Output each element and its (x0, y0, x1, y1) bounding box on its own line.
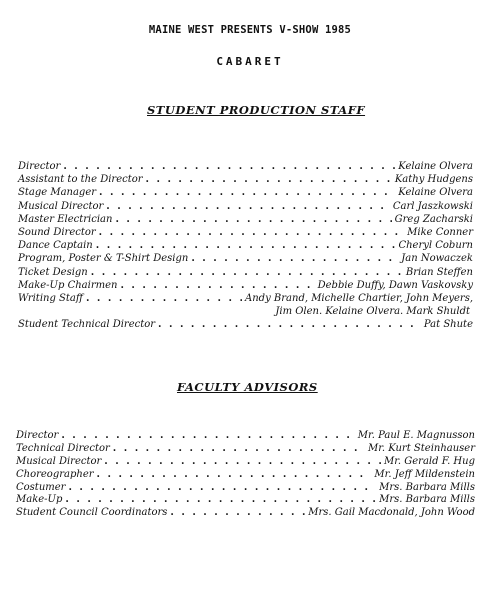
credit-row (18, 266, 473, 279)
dot-leader (115, 213, 391, 226)
credit-row (18, 200, 473, 213)
student-staff-heading: STUDENT PRODUCTION STAFF (147, 103, 366, 117)
credit-row (18, 318, 473, 331)
role-label: Dance Captain (18, 240, 93, 252)
credit-name: Brian Steffen (405, 266, 473, 278)
credit-name: Jan Nowaczek (401, 253, 473, 265)
credit-row (18, 252, 473, 265)
dot-leader (191, 252, 398, 265)
role-label: Director (16, 430, 59, 441)
credit-name: Mr. Kurt Steinhauser (367, 442, 475, 454)
credit-name: Mrs. Gail Macdonald, John Wood (308, 507, 475, 519)
role-label: Stage Manager (18, 187, 97, 199)
credit-row (18, 173, 473, 186)
role-label: Assistant to the Director (18, 174, 143, 186)
credit-row (16, 443, 475, 456)
credit-name: Mrs. Barbara Mills (379, 481, 475, 493)
role-label: Make-Up Chairmen (18, 279, 118, 291)
role-label: Director (18, 161, 61, 172)
dot-leader (158, 318, 421, 331)
faculty-heading: FACULTY ADVISORS (177, 380, 318, 394)
credit-name: Mike Conner (407, 226, 473, 238)
credit-row (18, 213, 473, 226)
dot-leader (106, 200, 390, 213)
dot-leader (170, 507, 305, 520)
credit-name: Andy Brand, Michelle Chartier, John Meyers, (245, 292, 473, 304)
credit-name: Kelaine Olvera (398, 161, 473, 172)
role-label: Technical Director (16, 442, 110, 454)
credit-row (16, 430, 475, 443)
program-title: MAINE WEST PRESENTS V-SHOW 1985 (148, 24, 352, 36)
credit-row (18, 160, 473, 173)
role-label: Sound Director (18, 226, 96, 238)
dot-leader (68, 482, 376, 495)
role-label: Choreographer (16, 468, 94, 480)
dot-leader (63, 160, 395, 173)
credit-name: Kelaine Olvera (398, 187, 473, 199)
role-label: Student Council Coordinators (16, 507, 168, 519)
credit-row (16, 469, 475, 482)
credit-row (16, 482, 475, 495)
dot-leader (99, 186, 395, 199)
role-label: Student Technical Director (18, 319, 156, 331)
student-staff-list (18, 160, 473, 331)
credit-name: Mrs. Barbara Mills (379, 494, 475, 506)
credit-row (18, 239, 473, 252)
role-label: Ticket Design (18, 266, 88, 278)
credit-name: Mr. Gerald F. Hug (383, 455, 475, 467)
role-label: Costumer (16, 481, 66, 493)
role-label: Musical Director (16, 455, 102, 467)
role-label: Program, Poster & T-Shirt Design (18, 253, 189, 265)
credit-row (16, 507, 475, 520)
dot-leader (97, 469, 372, 482)
dot-leader (146, 173, 392, 186)
credit-row (18, 186, 473, 199)
dot-leader (61, 430, 354, 443)
faculty-list (16, 430, 475, 520)
credit-name: Cheryl Coburn (398, 240, 473, 252)
credit-row (16, 456, 475, 469)
credit-name: Mr. Paul E. Magnusson (357, 430, 475, 441)
credit-row (18, 226, 473, 239)
credit-name-continued: Jim Olen. Kelaine Olvera. Mark Shuldt (275, 306, 470, 318)
credit-name: Debbie Duffy, Dawn Vaskovsky (317, 279, 473, 291)
dot-leader (113, 443, 365, 456)
dot-leader (104, 456, 381, 469)
credit-name: Kathy Hudgens (394, 174, 473, 186)
credit-name: Mr. Jeff Mildenstein (374, 468, 475, 480)
dot-leader (120, 279, 314, 292)
credit-row (18, 279, 473, 292)
role-label: Master Electrician (18, 213, 113, 225)
dot-leader (86, 292, 242, 305)
dot-leader (91, 266, 403, 279)
dot-leader (96, 239, 396, 252)
role-label: Writing Staff (18, 292, 83, 304)
credit-row (18, 292, 473, 305)
credit-name: Greg Zacharski (394, 213, 473, 225)
show-title: CABARET (216, 55, 284, 68)
credit-row (16, 494, 475, 507)
dot-leader (99, 226, 404, 239)
credit-name: Pat Shute (423, 319, 473, 331)
role-label: Make-Up (16, 494, 63, 506)
role-label: Musical Director (18, 200, 104, 212)
credit-name: Carl Jaszkowski (392, 200, 473, 212)
dot-leader (65, 494, 376, 507)
